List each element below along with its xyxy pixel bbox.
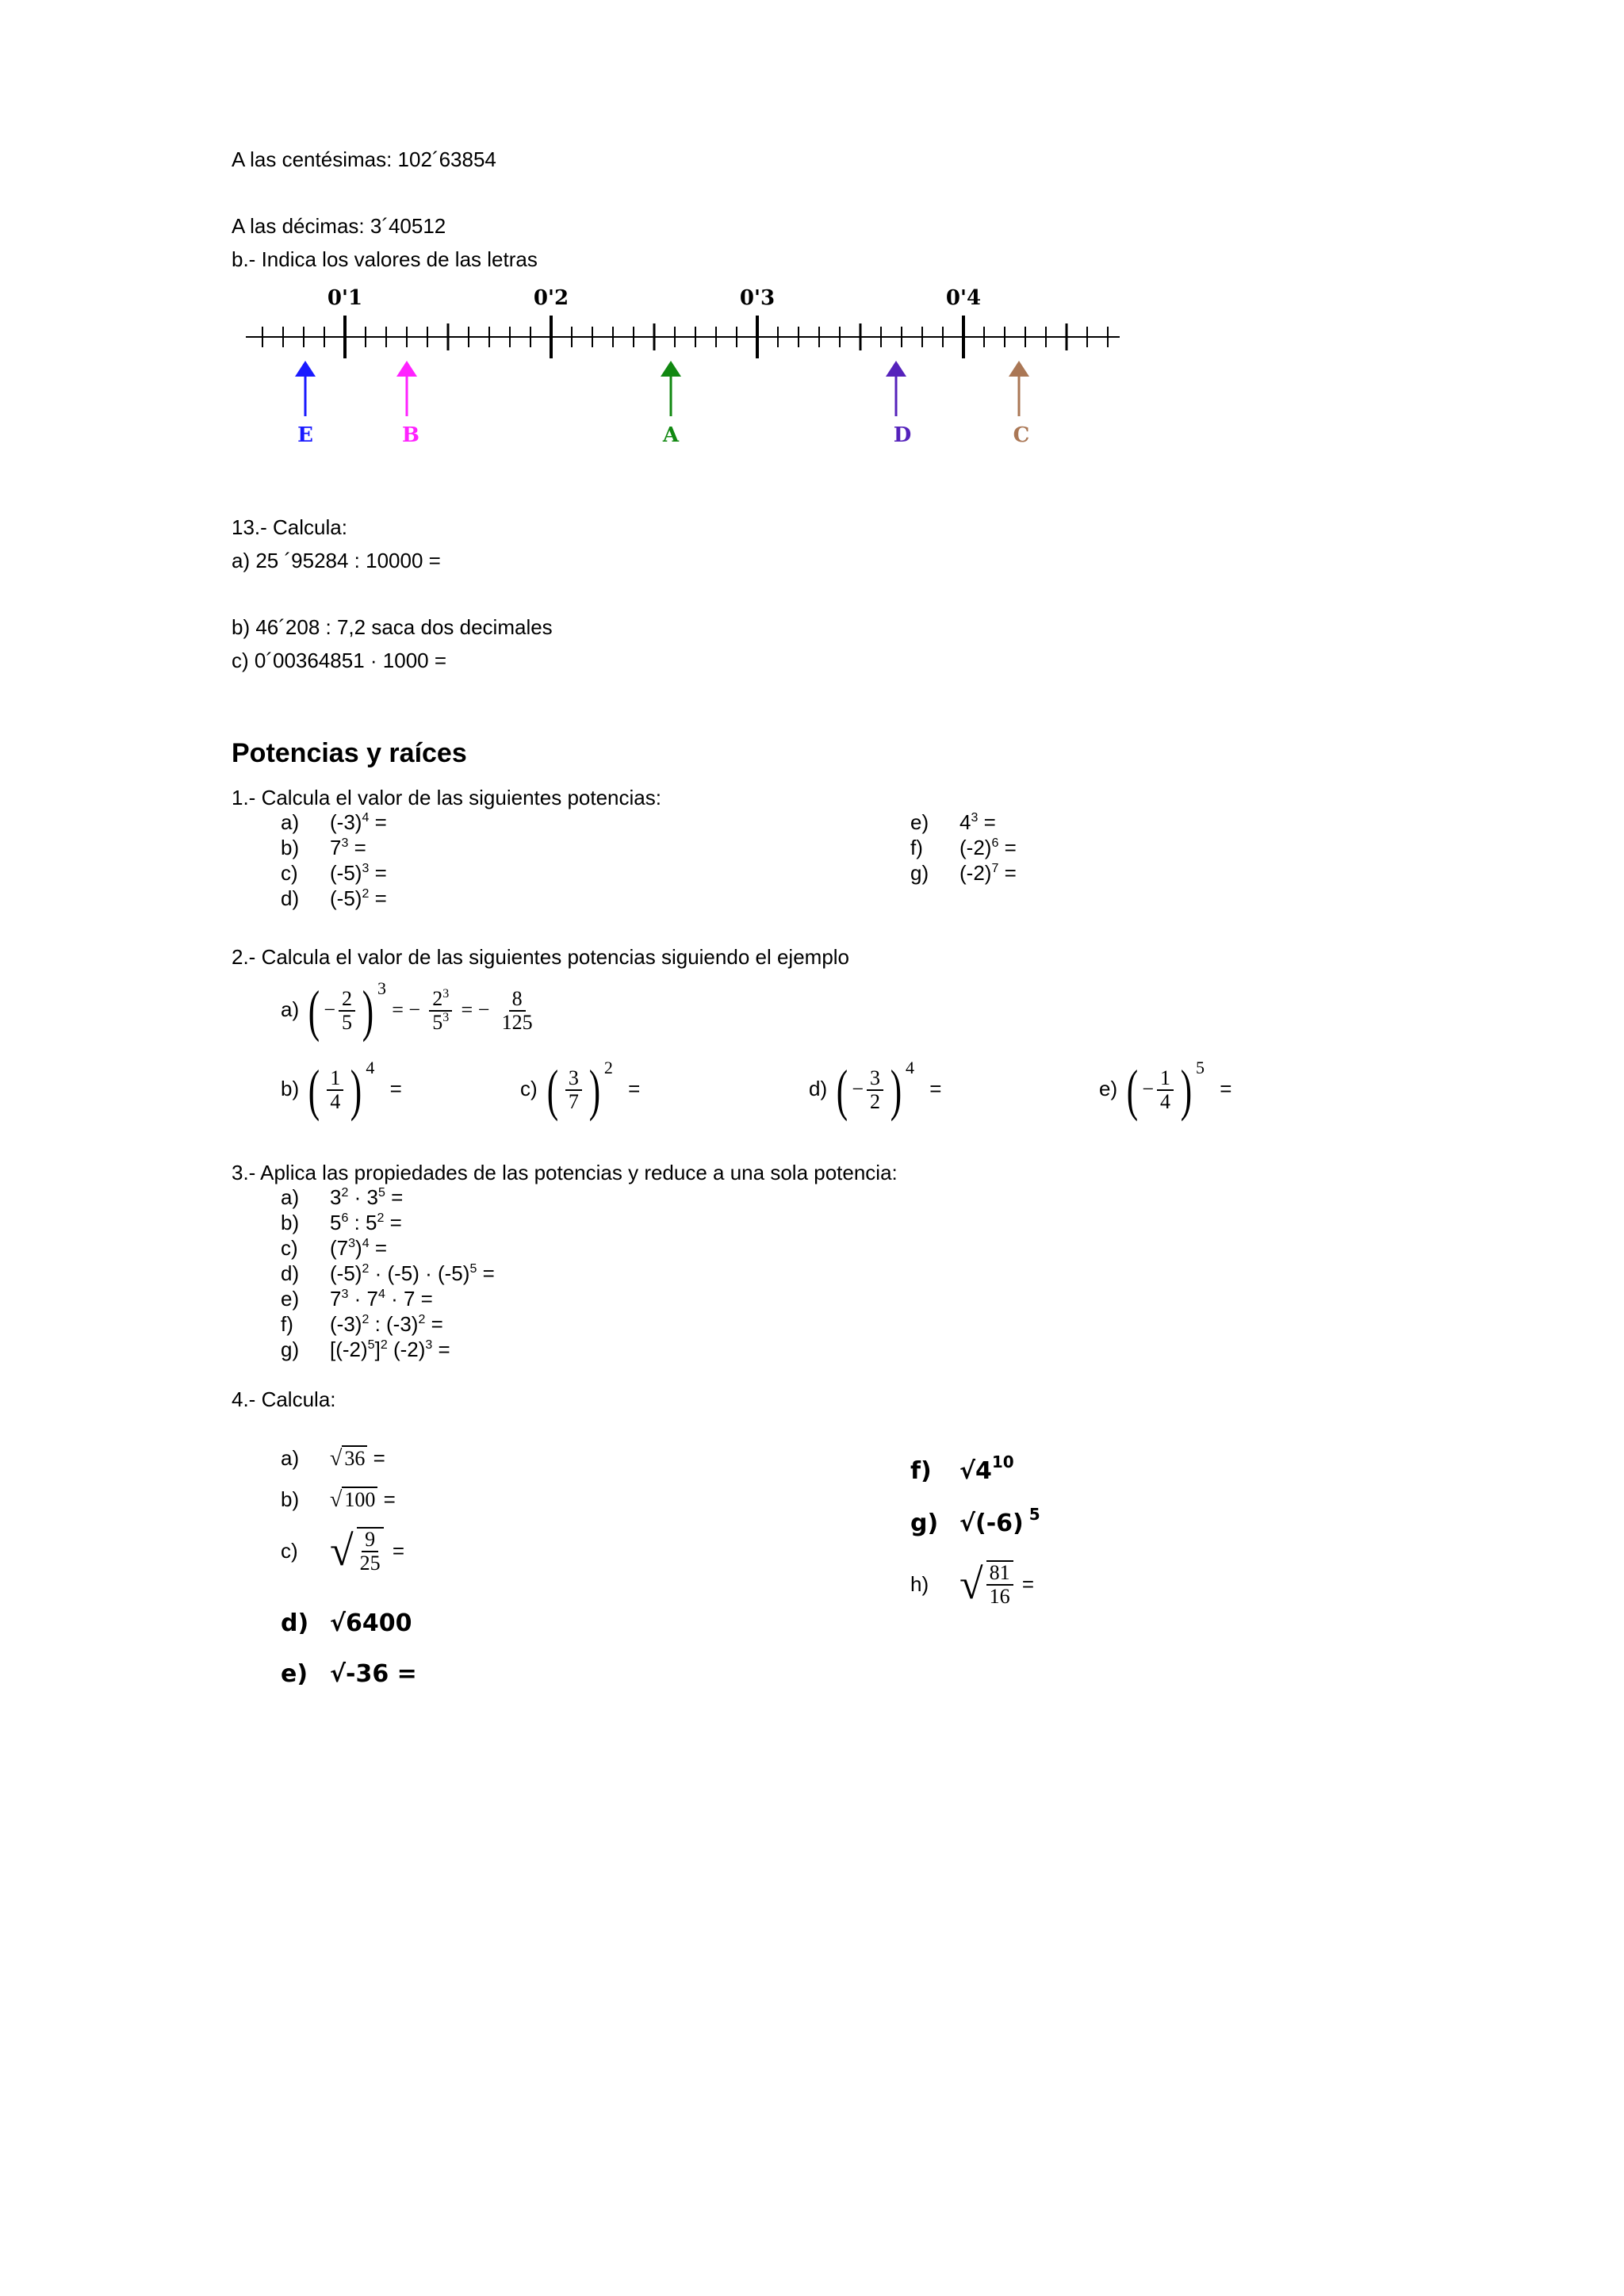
ex4-title: 4.- Calcula:	[232, 1387, 336, 1411]
ex4-item-h: h) √ $\frac{81}{16}$ =	[910, 1560, 1035, 1608]
ex3-item-e: e) $7^3 \cdot 7^4 \cdot 7$ =	[281, 1287, 433, 1311]
letter-d: D	[893, 423, 912, 447]
ex13-a: a) 25 ´95284 : 10000 =	[232, 549, 441, 572]
section-title: Potencias y raíces	[232, 738, 467, 768]
ex4-item-b: b) √ 100 =	[281, 1487, 396, 1512]
ex3-item-b: b) $5^6$ : $5^2$ =	[281, 1211, 402, 1234]
ex1-item-b: b) $7^3$ =	[281, 836, 366, 859]
line-centesimas: A las centésimas: 102´63854	[232, 147, 496, 171]
tick-label-0-4: 0'4	[945, 286, 982, 310]
letter-c: C	[1013, 423, 1030, 447]
ex3-item-g: g) $[(-2)^5]^2$ $(-2)^3$ =	[281, 1337, 450, 1361]
tick-label-0-1: 0'1	[327, 286, 363, 310]
ex2-example: a) ( − $\frac{2}{5}$ ) $^3$ = − $\frac{2^3}{5^3}$ = − $\frac{8}{125}$	[281, 978, 533, 1043]
ex1-item-g: g) $(-2)^7$ =	[910, 861, 1017, 885]
ex3-item-a: a) $3^2 \cdot 3^5$ =	[281, 1185, 404, 1209]
ex1-item-a: a) $(-3)^4$ =	[281, 810, 387, 834]
line-decimas: A las décimas: 3´40512	[232, 214, 446, 238]
ex4-item-g: g) √(-6) $^5$	[910, 1505, 1040, 1537]
ex4-item-f: f) $√4^{10}$	[910, 1452, 1014, 1485]
instruction-letters: b.- Indica los valores de las letras	[232, 247, 538, 271]
ex13-title: 13.- Calcula:	[232, 515, 347, 539]
ex4-item-e: e) √-36 =	[281, 1660, 417, 1688]
ex1-title: 1.- Calcula el valor de las siguientes potencias:	[232, 786, 661, 809]
ex13-c: c) 0´00364851 · 1000 =	[232, 649, 447, 672]
ex3-item-d: d) $(-5)^2 \cdot (-5) \cdot (-5)^5$ =	[281, 1261, 495, 1285]
ex4-item-d: d) √6400	[281, 1609, 412, 1637]
arrow-d	[886, 361, 906, 416]
ex13-b: b) 46´208 : 7,2 saca dos decimales	[232, 615, 553, 639]
ex4-item-c: c) √ $\frac{9}{25}$ =	[281, 1527, 405, 1575]
ex1-item-c: c) $(-5)^3$ =	[281, 861, 387, 885]
ex2-item-e: e) ( − $\frac{1}{4}$ ) $^5$ =	[1099, 1058, 1232, 1123]
arrow-b	[396, 361, 417, 416]
number-line	[238, 277, 1126, 452]
arrow-a	[661, 361, 681, 416]
ex4-item-a: a) √ 36 =	[281, 1446, 385, 1471]
arrow-c	[1009, 361, 1029, 416]
ex3-item-c: c) $(7^3)^4$ =	[281, 1236, 388, 1260]
letter-b: B	[402, 423, 419, 447]
tick-label-0-2: 0'2	[533, 286, 569, 310]
ex2-item-b: b) ( $\frac{1}{4}$ ) $^4$ =	[281, 1058, 402, 1123]
letter-e: E	[297, 423, 313, 447]
ex3-title: 3.- Aplica las propiedades de las potencias y reduce a una sola potencia:	[232, 1161, 898, 1184]
ex1-item-f: f) $(-2)^6$ =	[910, 836, 1017, 859]
ex2-item-c: c) ( $\frac{3}{7}$ ) $^2$ =	[520, 1058, 641, 1123]
ex1-item-d: d) $(-5)^2$ =	[281, 886, 387, 910]
ex3-item-f: f) $(-3)^2$ : $(-3)^2$ =	[281, 1312, 443, 1336]
letter-a: A	[662, 423, 680, 447]
arrow-e	[295, 361, 316, 416]
ex1-item-e: e) $4^3$ =	[910, 810, 996, 834]
ex2-title: 2.- Calcula el valor de las siguientes potencias siguiendo el ejemplo	[232, 945, 850, 969]
tick-label-0-3: 0'3	[739, 286, 776, 310]
ex2-item-d: d) ( − $\frac{3}{2}$ ) $^4$ =	[809, 1058, 942, 1123]
